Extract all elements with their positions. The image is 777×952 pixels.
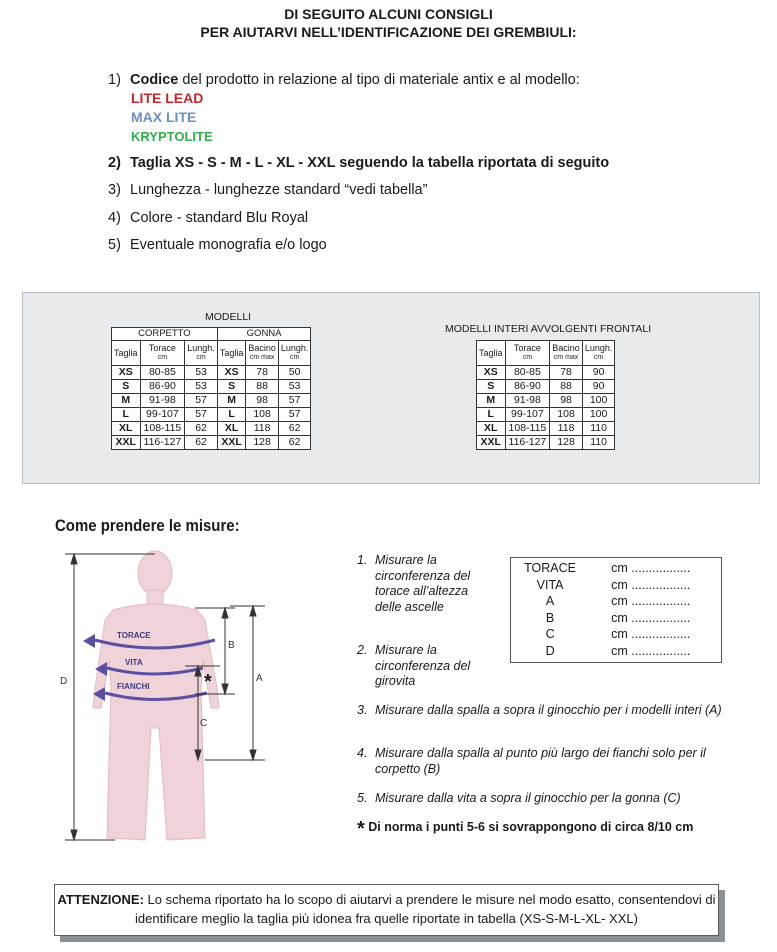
table-cell: L bbox=[112, 408, 141, 422]
fianchi-label: FIANCHI bbox=[117, 682, 150, 691]
column-header: Lungh. cm bbox=[582, 341, 615, 366]
attention-box bbox=[54, 884, 719, 936]
table-cell: 116-127 bbox=[140, 436, 185, 450]
table-cell: 100 bbox=[582, 394, 615, 408]
table-cell: XS bbox=[477, 366, 506, 380]
page-title-line1: DI SEGUITO ALCUNI CONSIGLI bbox=[284, 6, 493, 22]
instruction-text: Misurare la circonferenza del girovita bbox=[375, 643, 471, 688]
table-cell: M bbox=[112, 394, 141, 408]
material-lite-lead: LITE LEAD bbox=[131, 90, 204, 106]
table-cell: 91-98 bbox=[140, 394, 185, 408]
table-cell: XS bbox=[217, 366, 246, 380]
table-cell: XL bbox=[477, 422, 506, 436]
measurement-field[interactable]: cm ................. bbox=[611, 561, 691, 575]
column-header: Taglia bbox=[477, 341, 506, 366]
instruction-text: Misurare la circonferenza del torace all’altezza delle ascelle bbox=[375, 553, 471, 614]
table-cell: XXL bbox=[217, 436, 246, 450]
table-cell: S bbox=[217, 380, 246, 394]
measurement-label: TORACE bbox=[524, 561, 577, 575]
measurement-label: D bbox=[545, 643, 555, 658]
measurement-field[interactable]: cm ................. bbox=[611, 594, 691, 608]
table-cell: XS bbox=[112, 366, 141, 380]
column-header: Bacino cm max bbox=[246, 341, 279, 366]
table-row bbox=[112, 380, 311, 394]
instruction-number: 3. bbox=[357, 703, 368, 717]
tip-4 bbox=[108, 209, 308, 227]
wrap-size-table bbox=[476, 340, 615, 450]
measurement-row bbox=[511, 593, 721, 610]
wrap-table-title: MODELLI INTERI AVVOLGENTI FRONTALI bbox=[445, 323, 652, 335]
instruction-number: 2. bbox=[357, 643, 368, 657]
table-row bbox=[112, 408, 311, 422]
instruction-number: 1. bbox=[357, 553, 368, 567]
table-cell: 128 bbox=[246, 436, 279, 450]
table-cell: 108-115 bbox=[505, 422, 550, 436]
table-cell: 116-127 bbox=[505, 436, 550, 450]
measurement-label: VITA bbox=[536, 577, 564, 592]
table-cell: 99-107 bbox=[505, 408, 550, 422]
table-cell: 91-98 bbox=[505, 394, 550, 408]
tip-3 bbox=[108, 181, 427, 199]
table-cell: 62 bbox=[278, 436, 311, 450]
column-header: Lungh. cm bbox=[185, 341, 218, 366]
tip-text: del prodotto in relazione al tipo di materiale antix e al modello: bbox=[178, 72, 580, 88]
tip-2 bbox=[108, 154, 609, 172]
column-header: Torace cm bbox=[140, 341, 185, 366]
table-row bbox=[477, 422, 615, 436]
table-cell: 110 bbox=[582, 436, 615, 450]
tip-text: Taglia XS - S - M - L - XL - XXL seguendo la tabella riportata di seguito bbox=[130, 155, 610, 171]
table-row bbox=[477, 436, 615, 450]
table-cell: 100 bbox=[582, 408, 615, 422]
table-cell: 53 bbox=[278, 380, 311, 394]
tip-number: 2) bbox=[108, 155, 121, 171]
instruction-2 bbox=[357, 643, 472, 690]
group-header-gonna: GONNA bbox=[217, 328, 311, 341]
table-cell: 88 bbox=[550, 380, 583, 394]
table-cell: 108-115 bbox=[140, 422, 185, 436]
tip-text: Eventuale monografia e/o logo bbox=[130, 237, 327, 253]
table-cell: 118 bbox=[246, 422, 279, 436]
table-cell: 90 bbox=[582, 366, 615, 380]
vita-label: VITA bbox=[125, 658, 143, 667]
column-header: Bacino cm max bbox=[550, 341, 583, 366]
tip-number: 1) bbox=[108, 72, 121, 88]
table-cell: XXL bbox=[477, 436, 506, 450]
torace-label: TORACE bbox=[117, 631, 151, 640]
table-row bbox=[477, 366, 615, 380]
table-row bbox=[112, 436, 311, 450]
table-row bbox=[477, 408, 615, 422]
table-cell: 57 bbox=[278, 394, 311, 408]
body-measurement-figure bbox=[55, 548, 345, 848]
column-header: Torace cm bbox=[505, 341, 550, 366]
tip-1 bbox=[108, 71, 580, 89]
table-cell: XL bbox=[217, 422, 246, 436]
instruction-3 bbox=[357, 703, 732, 719]
table-row bbox=[112, 394, 311, 408]
table-cell: 53 bbox=[185, 366, 218, 380]
attention-text: Lo schema riportato ha lo scopo di aiutarvi a prendere le misure nel modo esatto, consentendovi di identificare meglio la taglia più idonea fra quelle riportate in tabella (XS-S-M-L-XL- XXL) bbox=[135, 892, 716, 926]
table-cell: 118 bbox=[550, 422, 583, 436]
measurement-label: A bbox=[545, 594, 555, 608]
table-cell: 80-85 bbox=[140, 366, 185, 380]
measurement-row bbox=[511, 577, 721, 594]
tip-number: 4) bbox=[108, 210, 121, 226]
measurement-row bbox=[511, 610, 721, 627]
measurement-row bbox=[511, 560, 721, 577]
table-cell: 108 bbox=[246, 408, 279, 422]
table-row bbox=[477, 394, 615, 408]
models-size-table bbox=[111, 327, 311, 450]
measurement-row bbox=[511, 643, 721, 660]
table-cell: XL bbox=[112, 422, 141, 436]
measurement-field[interactable]: cm ................. bbox=[611, 610, 691, 625]
table-cell: 53 bbox=[185, 380, 218, 394]
overlap-star: * bbox=[204, 671, 212, 693]
measures-title: Come prendere le misure: bbox=[55, 516, 240, 535]
table-cell: 98 bbox=[246, 394, 279, 408]
table-cell: 78 bbox=[550, 366, 583, 380]
tip-number: 5) bbox=[108, 237, 121, 253]
measurement-field[interactable]: cm ................. bbox=[611, 627, 691, 641]
table-cell: 57 bbox=[185, 408, 218, 422]
dim-c-label: C bbox=[200, 718, 208, 729]
table-cell: 62 bbox=[185, 422, 218, 436]
table-cell: 88 bbox=[246, 380, 279, 394]
table-cell: 90 bbox=[582, 380, 615, 394]
group-header-corpetto: CORPETTO bbox=[112, 328, 218, 341]
table-cell: 128 bbox=[550, 436, 583, 450]
table-cell: 57 bbox=[278, 408, 311, 422]
tip-bold: Codice bbox=[130, 72, 179, 88]
table-cell: 50 bbox=[278, 366, 311, 380]
tip-5 bbox=[108, 236, 327, 254]
instruction-4 bbox=[357, 746, 732, 777]
column-header: Lungh. cm bbox=[278, 341, 311, 366]
table-cell: 62 bbox=[185, 436, 218, 450]
overlap-note-text: Di norma i punti 5-6 si sovrappongono di circa 8/10 cm bbox=[368, 820, 694, 834]
dim-b-label: B bbox=[228, 640, 235, 651]
instruction-number: 5. bbox=[357, 791, 368, 805]
dim-d-label: D bbox=[60, 676, 68, 687]
tip-text: Colore - standard Blu Royal bbox=[130, 210, 309, 226]
page-title-line2: PER AIUTARVI NELL’IDENTIFICAZIONE DEI GREMBIULI: bbox=[200, 24, 577, 40]
table-cell: XXL bbox=[112, 436, 141, 450]
attention-label: ATTENZIONE: bbox=[57, 892, 144, 907]
table-cell: 98 bbox=[550, 394, 583, 408]
table-cell: L bbox=[217, 408, 246, 422]
column-header: Taglia bbox=[112, 341, 141, 366]
table-cell: 62 bbox=[278, 422, 311, 436]
instruction-text: Misurare dalla spalla a sopra il ginocchio per i modelli interi (A) bbox=[375, 703, 722, 717]
instruction-5 bbox=[357, 791, 732, 807]
table-cell: L bbox=[477, 408, 506, 422]
models-table-title: MODELLI bbox=[205, 311, 252, 323]
table-cell: 110 bbox=[582, 422, 615, 436]
table-cell: S bbox=[112, 380, 141, 394]
measurement-form bbox=[510, 557, 722, 663]
measurement-field[interactable]: cm ................. bbox=[611, 643, 691, 658]
material-kryptolite: KRYPTOLITE bbox=[131, 129, 213, 144]
measurement-label: B bbox=[545, 610, 555, 625]
tip-number: 3) bbox=[108, 182, 121, 198]
instruction-text: Misurare dalla vita a sopra il ginocchio per la gonna (C) bbox=[375, 791, 681, 805]
table-cell: 99-107 bbox=[140, 408, 185, 422]
table-row bbox=[112, 422, 311, 436]
star-icon: * bbox=[357, 818, 365, 840]
table-cell: M bbox=[477, 394, 506, 408]
table-cell: 57 bbox=[185, 394, 218, 408]
measurement-label: C bbox=[545, 627, 555, 641]
instruction-text: Misurare dalla spalla al punto più largo dei fianchi solo per il corpetto (B) bbox=[375, 746, 706, 776]
measurement-row bbox=[511, 626, 721, 643]
table-cell: 80-85 bbox=[505, 366, 550, 380]
instruction-1 bbox=[357, 553, 472, 615]
table-cell: 78 bbox=[246, 366, 279, 380]
dim-a-label: A bbox=[256, 673, 263, 684]
tip-text: Lunghezza - lunghezze standard “vedi tabella” bbox=[130, 182, 428, 198]
instruction-number: 4. bbox=[357, 746, 368, 760]
overlap-note bbox=[357, 818, 693, 841]
table-cell: S bbox=[477, 380, 506, 394]
table-cell: 108 bbox=[550, 408, 583, 422]
table-cell: 86-90 bbox=[140, 380, 185, 394]
column-header: Taglia bbox=[217, 341, 246, 366]
table-row bbox=[112, 366, 311, 380]
table-cell: 86-90 bbox=[505, 380, 550, 394]
table-cell: M bbox=[217, 394, 246, 408]
table-row bbox=[477, 380, 615, 394]
material-max-lite: MAX LITE bbox=[131, 109, 197, 125]
measurement-field[interactable]: cm ................. bbox=[611, 577, 691, 592]
